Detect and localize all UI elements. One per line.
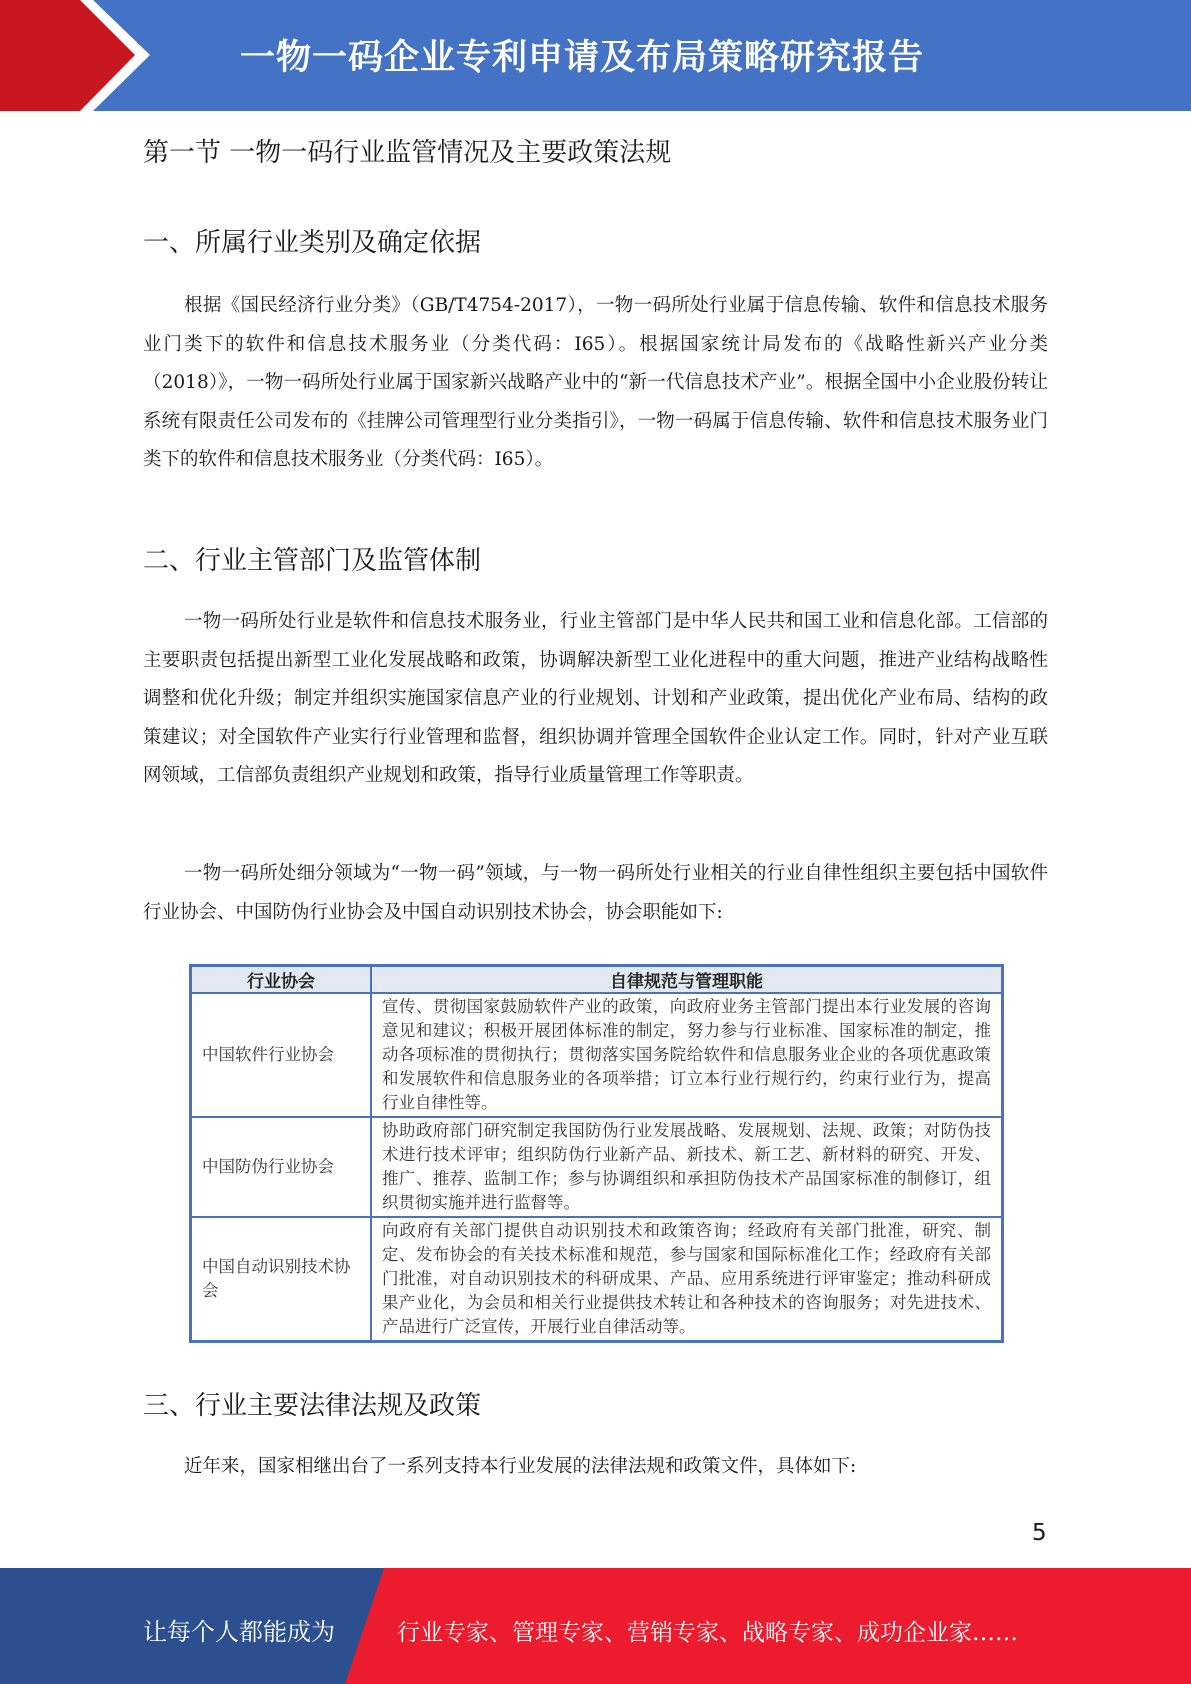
table-row <box>191 1217 1003 1342</box>
column-header-association: 行业协会 <box>191 966 372 994</box>
paragraph-laws-intro: 近年来，国家相继出台了一系列支持本行业发展的法律法规和政策文件，具体如下: <box>184 1456 857 1477</box>
association-name: 中国防伪行业协会 <box>191 1117 372 1217</box>
report-title: 一物一码企业专利申请及布局策略研究报告 <box>240 38 925 78</box>
page-number: 5 <box>1032 1520 1047 1546</box>
page-footer <box>0 1568 1191 1684</box>
header-chevron-decoration <box>0 0 160 111</box>
heading-laws-and-policies: 三、行业主要法律法规及政策 <box>143 1391 482 1421</box>
heading-industry-category: 一、所属行业类别及确定依据 <box>143 228 482 258</box>
table-header-row <box>191 966 1003 994</box>
section-title: 第一节 一物一码行业监管情况及主要政策法规 <box>143 138 672 168</box>
association-duties-table <box>189 964 1004 1343</box>
table-row <box>191 1117 1003 1217</box>
paragraph-industry-category: 根据《国民经济行业分类》（GB/T4754-2017），一物一码所处行业属于信息传输、软件和信息技术服务业门类下的软件和信息技术服务业（分类代码：I65）。根据国家统计局发布的《战略性新兴产业分类（2018）》，一物一码所处行业属于国家新兴战略产业中的“新一代信息技术产业”。根据全国中小企业股份转让系统有限责任公司发布的《挂牌公司管理型行业分类指引》，一物一码属于信息传输、软件和信息技术服务业门类下的软件和信息技术服务业（分类代码：I65）。 <box>143 295 1048 470</box>
table-row <box>191 993 1003 1117</box>
association-name: 中国软件行业协会 <box>191 993 372 1117</box>
association-name: 中国自动识别技术协会 <box>191 1217 372 1342</box>
column-header-duties: 自律规范与管理职能 <box>371 966 1003 994</box>
footer-slogan-right: 行业专家、管理专家、营销专家、战略专家、成功企业家…… <box>397 1620 1018 1646</box>
report-header <box>0 0 1191 111</box>
footer-slogan-left: 让每个人都能成为 <box>143 1618 335 1646</box>
association-duty: 向政府有关部门提供自动识别技术和政策咨询；经政府有关部门批准，研究、制定、发布协会的有关技术标准和规范，参与国家和国际标准化工作；经政府有关部门批准，对自动识别技术的科研成果、产品、应用系统进行评审鉴定；推动科研成果产业化，为会员和相关行业提供技术转让和各种技术的咨询服务；对先进技术、产品进行广泛宣传，开展行业自律活动等。 <box>371 1217 1003 1342</box>
paragraph-self-regulatory-organizations: 一物一码所处细分领域为“一物一码”领域，与一物一码所处行业相关的行业自律性组织主要包括中国软件行业协会、中国防伪行业协会及中国自动识别技术协会，协会职能如下: <box>143 863 1048 923</box>
association-duty: 宣传、贯彻国家鼓励软件产业的政策，向政府业务主管部门提出本行业发展的咨询意见和建议；积极开展团体标准的制定，努力参与行业标准、国家标准的制定，推动各项标准的贯彻执行；贯彻落实国务院给软件和信息服务业企业的各项优惠政策和发展软件和信息服务业的各项举措；订立本行业行规行约，约束行业行为，提高行业自律性等。 <box>371 993 1003 1117</box>
heading-regulatory-system: 二、行业主管部门及监管体制 <box>143 546 482 576</box>
paragraph-regulatory-authority: 一物一码所处行业是软件和信息技术服务业，行业主管部门是中华人民共和国工业和信息化部。工信部的主要职责包括提出新型工业化发展战略和政策，协调解决新型工业化进程中的重大问题，推进产业结构战略性调整和优化升级；制定并组织实施国家信息产业的行业规划、计划和产业政策，提出优化产业布局、结构的政策建议；对全国软件产业实行行业管理和监督，组织协调并管理全国软件企业认定工作。同时，针对产业互联网领域，工信部负责组织产业规划和政策，指导行业质量管理工作等职责。 <box>143 611 1048 786</box>
association-duty: 协助政府部门研究制定我国防伪行业发展战略、发展规划、法规、政策；对防伪技术进行技术评审；组织防伪行业新产品、新技术、新工艺、新材料的研究、开发、推广、推荐、监制工作；参与协调组织和承担防伪技术产品国家标准的制修订，组织贯彻实施并进行监督等。 <box>371 1117 1003 1217</box>
